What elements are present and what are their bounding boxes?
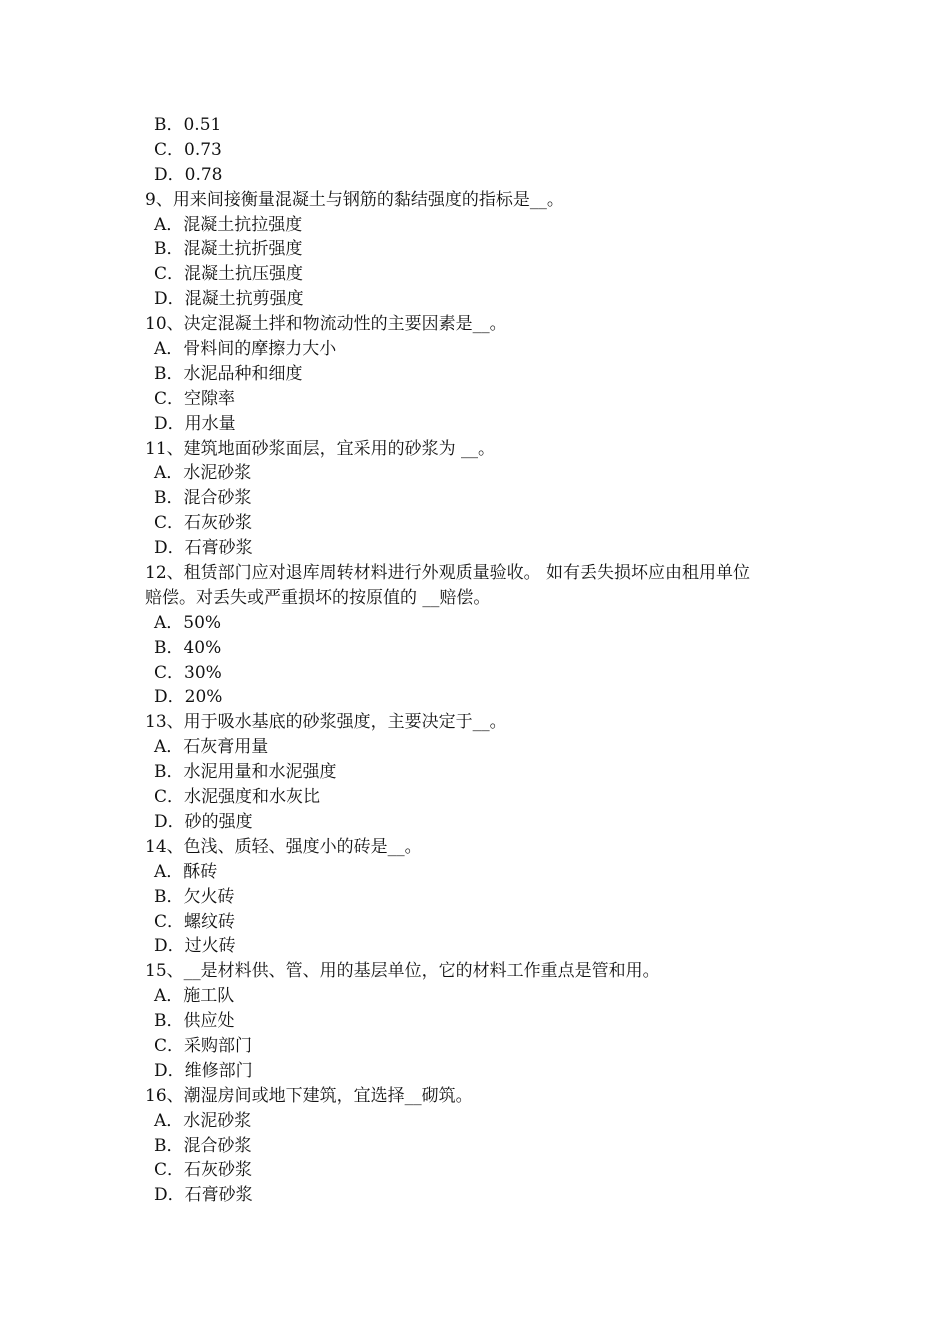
option-line: D．石膏砂浆 [154, 538, 253, 559]
option-line: A．混凝土抗拉强度 [154, 214, 303, 235]
option-line: B．0.51 [154, 115, 222, 135]
option-line: A．石灰膏用量 [154, 737, 269, 758]
option-line: B．40% [154, 637, 222, 658]
question-stem: 14、色浅、质轻、强度小的砖是__。 [145, 836, 422, 857]
option-line: C．30% [154, 662, 222, 683]
option-line: C．0.73 [154, 139, 222, 160]
question-stem: 9、用来间接衡量混凝土与钢筋的黏结强度的指标是__。 [145, 189, 564, 210]
option-line: A．水泥砂浆 [154, 1110, 252, 1131]
option-line: D．石膏砂浆 [154, 1185, 253, 1206]
option-line: D．用水量 [154, 413, 236, 434]
question-stem: 15、__是材料供、管、用的基层单位，它的材料工作重点是管和用。 [145, 961, 660, 982]
question-stem: 16、潮湿房间或地下建筑，宜选择__砌筑。 [145, 1085, 473, 1106]
option-line: D．混凝土抗剪强度 [154, 289, 304, 310]
option-line: B．混凝土抗折强度 [154, 239, 303, 260]
option-line: B．欠火砖 [154, 886, 235, 907]
option-line: B．混合砂浆 [154, 488, 252, 509]
question-stem: 12、租赁部门应对退库周转材料进行外观质量验收。 如有丢失损坏应由租用单位 [145, 563, 751, 584]
option-line: B．水泥品种和细度 [154, 363, 303, 384]
option-line: C．石灰砂浆 [154, 1160, 253, 1181]
question-stem: 13、用于吸水基底的砂浆强度，主要决定于__。 [145, 712, 507, 733]
option-line: C．螺纹砖 [154, 911, 236, 932]
question-stem: 11、建筑地面砂浆面层，宜采用的砂浆为 __。 [145, 438, 496, 459]
option-line: A．水泥砂浆 [154, 463, 252, 484]
document-page [0, 113, 950, 1208]
option-line: A．50% [154, 612, 222, 633]
question-stem-continuation: 赔偿。对丢失或严重损坏的按原值的 __赔偿。 [145, 587, 491, 608]
option-line: D．过火砖 [154, 936, 236, 957]
option-line: A．施工队 [154, 986, 235, 1007]
option-line: C．水泥强度和水灰比 [154, 787, 321, 808]
option-line: C．混凝土抗压强度 [154, 264, 304, 285]
option-line: A．酥砖 [154, 861, 218, 882]
option-line: B．供应处 [154, 1011, 235, 1032]
option-line: D．20% [154, 687, 223, 708]
option-line: D．砂的强度 [154, 811, 253, 832]
option-line: C．石灰砂浆 [154, 513, 253, 534]
question-stem: 10、决定混凝土拌和物流动性的主要因素是__。 [145, 314, 507, 335]
option-line: D．维修部门 [154, 1060, 253, 1081]
option-line: B．水泥用量和水泥强度 [154, 762, 337, 783]
option-line: A．骨料间的摩擦力大小 [154, 339, 337, 360]
option-line: D．0.78 [154, 164, 223, 185]
option-line: B．混合砂浆 [154, 1135, 252, 1156]
option-line: C．采购部门 [154, 1035, 253, 1056]
option-line: C．空隙率 [154, 388, 236, 409]
